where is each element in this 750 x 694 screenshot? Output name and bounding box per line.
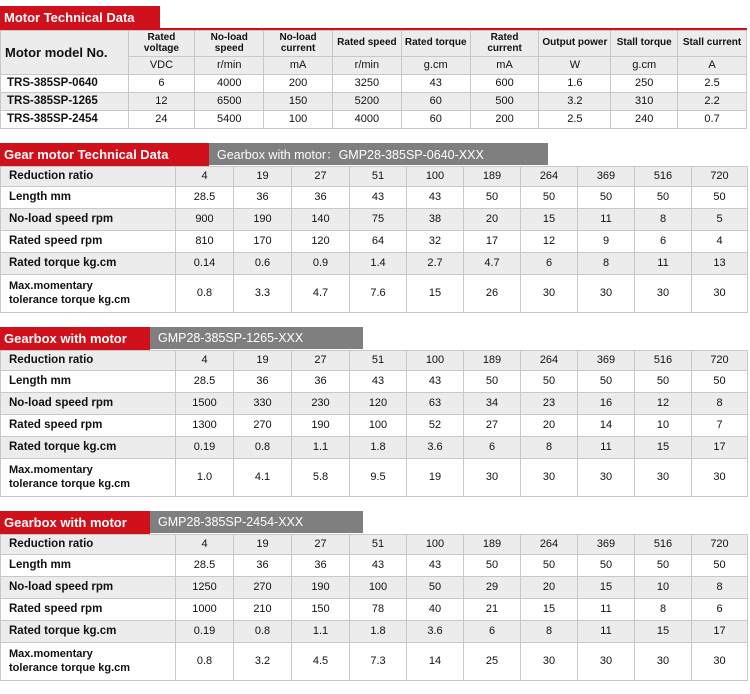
- gear-section-header: [0, 143, 548, 165]
- motor-value-cell: 43: [401, 75, 470, 93]
- gear-section-subtitle: GMP28-385SP-2454-XXX: [150, 511, 363, 533]
- gear-value-cell: 1500: [176, 393, 234, 415]
- gear-value-cell: 21: [464, 599, 521, 621]
- gear-value-cell: 6: [635, 231, 692, 253]
- motor-value-cell: 6500: [195, 93, 264, 111]
- motor-value-cell: 24: [128, 111, 195, 129]
- gear-row: [1, 351, 748, 371]
- gear-section-title: Gear motor Technical Data: [0, 143, 209, 165]
- gear-value-cell: 50: [407, 577, 464, 599]
- motor-value-cell: 3250: [332, 75, 401, 93]
- gear-value-cell: 270: [234, 577, 292, 599]
- gear-value-cell: 4.1: [234, 459, 292, 497]
- motor-value-cell: 3.2: [539, 93, 611, 111]
- gear-value-cell: 720: [692, 351, 748, 371]
- gear-value-cell: 8: [692, 393, 748, 415]
- gear-table: [0, 166, 748, 313]
- motor-value-cell: 60: [401, 111, 470, 129]
- gear-row: [1, 437, 748, 459]
- motor-value-cell: 5400: [195, 111, 264, 129]
- motor-col-unit: r/min: [195, 57, 264, 75]
- motor-model-cell: TRS-385SP-0640: [1, 75, 129, 93]
- gear-value-cell: 43: [407, 555, 464, 577]
- motor-col-unit: g.cm: [401, 57, 470, 75]
- motor-value-cell: 240: [611, 111, 678, 129]
- motor-col-unit: VDC: [128, 57, 195, 75]
- gear-value-cell: 900: [176, 209, 234, 231]
- gear-value-cell: 27: [464, 415, 521, 437]
- gear-value-cell: 100: [407, 351, 464, 371]
- gear-value-cell: 30: [578, 643, 635, 681]
- gear-value-cell: 30: [464, 459, 521, 497]
- gear-value-cell: 19: [234, 167, 292, 187]
- motor-table: [0, 30, 747, 129]
- gear-value-cell: 0.8: [234, 437, 292, 459]
- gear-value-cell: 28.5: [176, 371, 234, 393]
- gear-value-cell: 50: [521, 371, 578, 393]
- gear-value-cell: 264: [521, 535, 578, 555]
- motor-value-cell: 5200: [332, 93, 401, 111]
- gear-value-cell: 23: [521, 393, 578, 415]
- gear-value-cell: 43: [407, 371, 464, 393]
- motor-value-cell: 200: [264, 75, 333, 93]
- gear-value-cell: 52: [407, 415, 464, 437]
- gear-value-cell: 15: [521, 599, 578, 621]
- gear-value-cell: 264: [521, 351, 578, 371]
- gear-value-cell: 6: [692, 599, 748, 621]
- gear-row-label: Reduction ratio: [1, 167, 176, 187]
- gear-value-cell: 190: [292, 577, 350, 599]
- gear-value-cell: 369: [578, 351, 635, 371]
- gear-value-cell: 189: [464, 535, 521, 555]
- gear-value-cell: 100: [407, 535, 464, 555]
- gear-value-cell: 36: [292, 187, 350, 209]
- gear-value-cell: 150: [292, 599, 350, 621]
- gear-row-label: Rated speed rpm: [1, 415, 176, 437]
- gear-value-cell: 6: [521, 253, 578, 275]
- gear-value-cell: 15: [635, 621, 692, 643]
- gear-section-header: [0, 327, 363, 349]
- gear-value-cell: 50: [464, 371, 521, 393]
- gear-value-cell: 27: [292, 535, 350, 555]
- motor-value-cell: 2.2: [678, 93, 747, 111]
- gear-row-label-line2: tolerance torque kg.cm: [9, 661, 131, 674]
- gear-value-cell: 7.3: [350, 643, 407, 681]
- gear-row: [1, 621, 748, 643]
- motor-value-cell: 2.5: [539, 111, 611, 129]
- motor-model-cell: TRS-385SP-1265: [1, 93, 129, 111]
- gear-row-label: Reduction ratio: [1, 535, 176, 555]
- motor-value-cell: 12: [128, 93, 195, 111]
- gear-table: [0, 534, 748, 681]
- gear-value-cell: 4: [692, 231, 748, 253]
- gear-row-label: [1, 643, 176, 681]
- gear-value-cell: 7: [692, 415, 748, 437]
- gear-value-cell: 7.6: [350, 275, 407, 313]
- gear-value-cell: 4: [176, 535, 234, 555]
- gear-value-cell: 64: [350, 231, 407, 253]
- gear-value-cell: 8: [692, 577, 748, 599]
- gear-value-cell: 4: [176, 167, 234, 187]
- gear-value-cell: 1300: [176, 415, 234, 437]
- gear-value-cell: 50: [464, 187, 521, 209]
- gear-value-cell: 50: [635, 187, 692, 209]
- gear-value-cell: 13: [692, 253, 748, 275]
- motor-value-cell: 600: [470, 75, 539, 93]
- motor-row: [1, 111, 747, 129]
- gear-value-cell: 11: [578, 437, 635, 459]
- gear-value-cell: 11: [578, 621, 635, 643]
- gear-value-cell: 810: [176, 231, 234, 253]
- gear-value-cell: 140: [292, 209, 350, 231]
- gear-value-cell: 36: [292, 555, 350, 577]
- gear-row-label: [1, 275, 176, 313]
- gear-row: [1, 415, 748, 437]
- gear-row: [1, 459, 748, 497]
- gear-value-cell: 264: [521, 167, 578, 187]
- gear-section-title: Gearbox with motor: [0, 327, 150, 349]
- motor-section-header: [0, 6, 160, 28]
- gear-value-cell: 369: [578, 167, 635, 187]
- motor-model-cell: TRS-385SP-2454: [1, 111, 129, 129]
- gear-value-cell: 17: [692, 621, 748, 643]
- gear-value-cell: 20: [521, 577, 578, 599]
- motor-col-header: Rated speed: [332, 31, 401, 57]
- gear-value-cell: 189: [464, 351, 521, 371]
- gear-row-label: Rated speed rpm: [1, 231, 176, 253]
- gear-value-cell: 1.8: [350, 621, 407, 643]
- gear-value-cell: 15: [635, 437, 692, 459]
- gear-value-cell: 2.7: [407, 253, 464, 275]
- gear-value-cell: 30: [692, 643, 748, 681]
- motor-col-unit: r/min: [332, 57, 401, 75]
- gear-value-cell: 34: [464, 393, 521, 415]
- motor-col-header: Stall current: [678, 31, 747, 57]
- gear-row-label: Rated speed rpm: [1, 599, 176, 621]
- gear-value-cell: 8: [578, 253, 635, 275]
- gear-value-cell: 4.7: [464, 253, 521, 275]
- gear-value-cell: 11: [635, 253, 692, 275]
- gear-value-cell: 0.8: [176, 643, 234, 681]
- gear-row-label-line2: tolerance torque kg.cm: [9, 293, 131, 306]
- gear-value-cell: 516: [635, 535, 692, 555]
- gear-value-cell: 50: [692, 555, 748, 577]
- gear-value-cell: 36: [234, 371, 292, 393]
- gear-value-cell: 40: [407, 599, 464, 621]
- gear-value-cell: 19: [234, 535, 292, 555]
- gear-value-cell: 30: [578, 459, 635, 497]
- motor-row: [1, 93, 747, 111]
- gear-value-cell: 19: [234, 351, 292, 371]
- gear-row: [1, 577, 748, 599]
- gear-value-cell: 190: [292, 415, 350, 437]
- gear-value-cell: 25: [464, 643, 521, 681]
- gear-value-cell: 14: [407, 643, 464, 681]
- gear-row: [1, 599, 748, 621]
- gear-row: [1, 275, 748, 313]
- gear-value-cell: 30: [692, 275, 748, 313]
- gear-value-cell: 20: [521, 415, 578, 437]
- gear-value-cell: 63: [407, 393, 464, 415]
- gear-value-cell: 9: [578, 231, 635, 253]
- gear-row: [1, 643, 748, 681]
- gear-value-cell: 100: [407, 167, 464, 187]
- motor-col-unit: A: [678, 57, 747, 75]
- gear-value-cell: 30: [521, 275, 578, 313]
- gear-value-cell: 30: [521, 459, 578, 497]
- motor-model-label: Motor model No.: [1, 31, 129, 75]
- gear-section-subtitle: Gearbox with motor：GMP28-385SP-0640-XXX: [209, 143, 548, 165]
- gear-value-cell: 720: [692, 535, 748, 555]
- gear-row-label: Length mm: [1, 555, 176, 577]
- gear-row-label: Reduction ratio: [1, 351, 176, 371]
- gear-value-cell: 10: [635, 415, 692, 437]
- gear-row: [1, 187, 748, 209]
- gear-value-cell: 4.7: [292, 275, 350, 313]
- gear-value-cell: 8: [635, 599, 692, 621]
- motor-section-title: Motor Technical Data: [0, 6, 160, 28]
- gear-value-cell: 170: [234, 231, 292, 253]
- gear-row-label: Length mm: [1, 187, 176, 209]
- gear-value-cell: 50: [692, 187, 748, 209]
- motor-value-cell: 4000: [332, 111, 401, 129]
- gear-value-cell: 26: [464, 275, 521, 313]
- motor-col-header: Output power: [539, 31, 611, 57]
- gear-value-cell: 51: [350, 167, 407, 187]
- gear-value-cell: 28.5: [176, 555, 234, 577]
- gear-value-cell: 50: [578, 187, 635, 209]
- gear-value-cell: 1.1: [292, 621, 350, 643]
- gear-value-cell: 1.4: [350, 253, 407, 275]
- motor-value-cell: 2.5: [678, 75, 747, 93]
- motor-col-header: Rated torque: [401, 31, 470, 57]
- motor-value-cell: 100: [264, 111, 333, 129]
- gear-row: [1, 167, 748, 187]
- gear-value-cell: 210: [234, 599, 292, 621]
- gear-value-cell: 12: [635, 393, 692, 415]
- gear-value-cell: 20: [464, 209, 521, 231]
- gear-value-cell: 27: [292, 351, 350, 371]
- gear-value-cell: 30: [578, 275, 635, 313]
- gear-value-cell: 0.8: [234, 621, 292, 643]
- gear-value-cell: 15: [521, 209, 578, 231]
- gear-value-cell: 51: [350, 535, 407, 555]
- gear-value-cell: 12: [521, 231, 578, 253]
- gear-value-cell: 0.14: [176, 253, 234, 275]
- gear-value-cell: 8: [521, 437, 578, 459]
- gear-value-cell: 30: [635, 459, 692, 497]
- gear-value-cell: 29: [464, 577, 521, 599]
- gear-value-cell: 50: [521, 187, 578, 209]
- gear-value-cell: 100: [350, 577, 407, 599]
- gear-row: [1, 555, 748, 577]
- gear-value-cell: 6: [464, 437, 521, 459]
- gear-value-cell: 3.6: [407, 621, 464, 643]
- gear-row-label-line1: Max.momentary: [9, 464, 93, 477]
- gear-value-cell: 720: [692, 167, 748, 187]
- gear-value-cell: 0.8: [176, 275, 234, 313]
- gear-value-cell: 78: [350, 599, 407, 621]
- motor-value-cell: 150: [264, 93, 333, 111]
- gear-value-cell: 4.5: [292, 643, 350, 681]
- gear-value-cell: 1.8: [350, 437, 407, 459]
- gear-value-cell: 15: [578, 577, 635, 599]
- gear-value-cell: 15: [407, 275, 464, 313]
- gear-value-cell: 43: [350, 187, 407, 209]
- gear-row: [1, 253, 748, 275]
- gear-value-cell: 0.19: [176, 621, 234, 643]
- gear-value-cell: 43: [407, 187, 464, 209]
- gear-value-cell: 30: [692, 459, 748, 497]
- gear-value-cell: 4: [176, 351, 234, 371]
- gear-value-cell: 43: [350, 371, 407, 393]
- gear-row: [1, 535, 748, 555]
- gear-value-cell: 6: [464, 621, 521, 643]
- gear-value-cell: 1.1: [292, 437, 350, 459]
- gear-value-cell: 50: [464, 555, 521, 577]
- motor-value-cell: 310: [611, 93, 678, 111]
- gear-row-label: Length mm: [1, 371, 176, 393]
- motor-value-cell: 6: [128, 75, 195, 93]
- gear-row-label: No-load speed rpm: [1, 393, 176, 415]
- motor-value-cell: 1.6: [539, 75, 611, 93]
- motor-col-unit: W: [539, 57, 611, 75]
- gear-value-cell: 50: [635, 371, 692, 393]
- gear-row: [1, 209, 748, 231]
- motor-value-cell: 200: [470, 111, 539, 129]
- gear-value-cell: 30: [635, 275, 692, 313]
- gear-value-cell: 16: [578, 393, 635, 415]
- gear-row-label: [1, 459, 176, 497]
- gear-value-cell: 516: [635, 167, 692, 187]
- gear-value-cell: 51: [350, 351, 407, 371]
- gear-value-cell: 10: [635, 577, 692, 599]
- gear-value-cell: 0.19: [176, 437, 234, 459]
- gear-value-cell: 50: [521, 555, 578, 577]
- gear-value-cell: 14: [578, 415, 635, 437]
- gear-row: [1, 393, 748, 415]
- gear-value-cell: 0.6: [234, 253, 292, 275]
- gear-value-cell: 1.0: [176, 459, 234, 497]
- motor-value-cell: 4000: [195, 75, 264, 93]
- gear-value-cell: 270: [234, 415, 292, 437]
- motor-col-unit: g.cm: [611, 57, 678, 75]
- gear-value-cell: 36: [234, 187, 292, 209]
- gear-value-cell: 38: [407, 209, 464, 231]
- gear-value-cell: 0.9: [292, 253, 350, 275]
- gear-section-subtitle: GMP28-385SP-1265-XXX: [150, 327, 363, 349]
- gear-value-cell: 17: [692, 437, 748, 459]
- gear-value-cell: 1000: [176, 599, 234, 621]
- motor-col-header: No-load current: [264, 31, 333, 57]
- gear-row: [1, 371, 748, 393]
- gear-value-cell: 189: [464, 167, 521, 187]
- motor-col-header: Stall torque: [611, 31, 678, 57]
- gear-row-label-line1: Max.momentary: [9, 648, 93, 661]
- gear-value-cell: 75: [350, 209, 407, 231]
- gear-value-cell: 50: [692, 371, 748, 393]
- gear-value-cell: 9.5: [350, 459, 407, 497]
- gear-value-cell: 3.3: [234, 275, 292, 313]
- gear-value-cell: 190: [234, 209, 292, 231]
- gear-value-cell: 32: [407, 231, 464, 253]
- gear-value-cell: 8: [635, 209, 692, 231]
- gear-value-cell: 30: [635, 643, 692, 681]
- gear-value-cell: 50: [578, 555, 635, 577]
- gear-row-label: No-load speed rpm: [1, 577, 176, 599]
- gear-row-label-line1: Max.momentary: [9, 280, 93, 293]
- motor-col-header: No-load speed: [195, 31, 264, 57]
- motor-col-unit: mA: [470, 57, 539, 75]
- gear-row-label-line2: tolerance torque kg.cm: [9, 477, 131, 490]
- gear-value-cell: 43: [350, 555, 407, 577]
- motor-value-cell: 500: [470, 93, 539, 111]
- gear-value-cell: 50: [635, 555, 692, 577]
- motor-value-cell: 0.7: [678, 111, 747, 129]
- gear-value-cell: 28.5: [176, 187, 234, 209]
- motor-value-cell: 250: [611, 75, 678, 93]
- gear-value-cell: 330: [234, 393, 292, 415]
- motor-col-header: Rated voltage: [128, 31, 195, 57]
- gear-value-cell: 5: [692, 209, 748, 231]
- gear-value-cell: 5.8: [292, 459, 350, 497]
- gear-value-cell: 120: [292, 231, 350, 253]
- gear-value-cell: 17: [464, 231, 521, 253]
- gear-value-cell: 50: [578, 371, 635, 393]
- gear-value-cell: 3.6: [407, 437, 464, 459]
- gear-row-label: Rated torque kg.cm: [1, 437, 176, 459]
- gear-value-cell: 11: [578, 599, 635, 621]
- gear-value-cell: 27: [292, 167, 350, 187]
- gear-value-cell: 100: [350, 415, 407, 437]
- gear-value-cell: 3.2: [234, 643, 292, 681]
- gear-value-cell: 19: [407, 459, 464, 497]
- gear-value-cell: 1250: [176, 577, 234, 599]
- gear-value-cell: 36: [292, 371, 350, 393]
- motor-row: [1, 75, 747, 93]
- gear-section-header: [0, 511, 363, 533]
- gear-value-cell: 11: [578, 209, 635, 231]
- motor-value-cell: 60: [401, 93, 470, 111]
- motor-col-header: Rated current: [470, 31, 539, 57]
- motor-col-unit: mA: [264, 57, 333, 75]
- gear-section-title: Gearbox with motor: [0, 511, 150, 533]
- gear-table: [0, 350, 748, 497]
- gear-row-label: Rated torque kg.cm: [1, 621, 176, 643]
- gear-row-label: Rated torque kg.cm: [1, 253, 176, 275]
- gear-value-cell: 8: [521, 621, 578, 643]
- gear-value-cell: 230: [292, 393, 350, 415]
- gear-value-cell: 369: [578, 535, 635, 555]
- gear-row-label: No-load speed rpm: [1, 209, 176, 231]
- gear-value-cell: 120: [350, 393, 407, 415]
- gear-value-cell: 36: [234, 555, 292, 577]
- gear-row: [1, 231, 748, 253]
- gear-value-cell: 516: [635, 351, 692, 371]
- gear-value-cell: 30: [521, 643, 578, 681]
- motor-header-row: [1, 31, 747, 57]
